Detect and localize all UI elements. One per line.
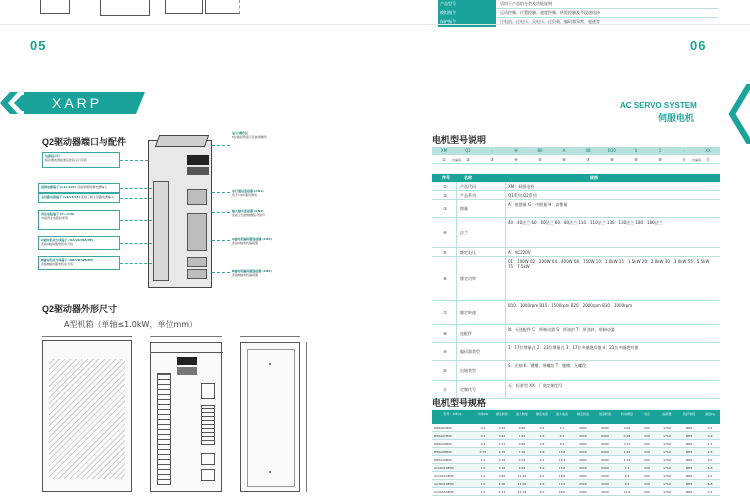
callout-cn1: [230, 188, 302, 200]
model-table-row: [432, 343, 720, 361]
spec-cell: 3.18: [498, 458, 506, 462]
row-spec: 无：标准型 XX：厂商定制型号: [508, 383, 563, 388]
spec-cell: 1.0: [480, 466, 486, 470]
section-title-ports: Q2驱动器端口与配件: [42, 137, 127, 147]
spec-cell: IP65: [685, 482, 693, 486]
spec-cell: 0.75: [479, 450, 487, 454]
spec-model-cell: H60A04B30: [434, 442, 452, 446]
spec-cell: 1.0: [480, 482, 486, 486]
model-code-cell: 08: [585, 148, 591, 153]
spec-model-cell: A130A15B30: [434, 490, 454, 494]
leader-line: [212, 272, 230, 273]
spec-cell: 1.29: [623, 450, 631, 454]
spec-cell: 220: [644, 450, 650, 454]
model-code-cell: H: [514, 148, 518, 153]
model-table-row: [432, 325, 720, 343]
row-name: 产品代码: [460, 183, 476, 189]
model-index-cell: ⑪: [682, 157, 686, 162]
model-index-cell: ④: [514, 157, 518, 162]
row-no: ⑨: [443, 349, 447, 354]
callout-text: 5位数码管显示及按键操作: [232, 135, 267, 139]
leader-line: [212, 145, 230, 146]
spec-cell: 0.64: [498, 434, 506, 438]
model-code-cell: A: [562, 148, 566, 153]
spec-cell: 18.6: [558, 474, 566, 478]
model-table-row: [432, 200, 720, 218]
callout-a-axis-power: [38, 236, 120, 250]
spec-model-cell: A110A10B30: [434, 466, 454, 470]
callout-title: 控制电源端子 (L1C/L2C): [41, 185, 77, 189]
spec-header-cell: 最大转矩: [515, 412, 528, 416]
callout-display-panel: [230, 130, 302, 154]
row-name: 额定功率: [460, 276, 476, 281]
model-index-cell: ⑥: [562, 157, 566, 162]
row-name: 额定电压: [460, 249, 476, 255]
spec-cell: 9.54: [518, 466, 526, 470]
spec-header-cell: 转动惯量: [620, 412, 633, 416]
spec-header-cell: 防护等级: [682, 412, 695, 416]
row-text: 过电流、过电压、欠电压、过负载、编码器异常、超速等: [500, 19, 600, 24]
row-name: 产品系列: [460, 192, 476, 198]
row-spec: 1：17位增量式 2：23位增量式 3：17位多圈绝对值 4：23位多圈绝对值: [508, 345, 639, 350]
spec-model-cell: A110A12B30: [434, 474, 454, 478]
spec-cell: 4.5: [559, 434, 565, 438]
spec-cell: 17bit: [663, 442, 671, 446]
row-label: 模拟指令: [440, 10, 456, 15]
callout-title: 主回路电源端子 (L1/L2/L3): [41, 195, 80, 199]
leader-line: [120, 243, 152, 244]
banner-cn: 伺服电机: [658, 113, 695, 123]
drive-top-view: [240, 342, 300, 492]
spec-cell: 220: [644, 490, 650, 494]
spec-cell: 3000: [579, 466, 587, 470]
row-no: ①: [443, 183, 447, 189]
spec-cell: 1.5: [480, 490, 486, 494]
spec-cell: 12.00: [517, 482, 527, 486]
spec-cell: 6000: [601, 450, 609, 454]
spec-cell: 1.73: [623, 458, 631, 462]
spec-cell: 13.8: [558, 450, 566, 454]
spec-cell: 0.5: [707, 426, 713, 430]
page-number-06: 06: [690, 38, 707, 53]
spec-model-cell: H80A08B30: [434, 450, 452, 454]
model-index-label: 自编码: [692, 158, 702, 162]
model-table-row: [432, 191, 720, 200]
spec-cell: 17bit: [663, 434, 671, 438]
spec-header-cell: 编码器: [662, 412, 672, 416]
spec-header-cell: 型号：XMQ1-: [443, 412, 463, 416]
spec-cell: 1.0: [480, 458, 486, 462]
spec-cell: 1.27: [498, 442, 506, 446]
spec-cell: 220: [644, 442, 650, 446]
spec-cell: 17.19: [517, 490, 527, 494]
leader-line: [212, 212, 230, 213]
callout-text: 外接再生电阻时使用: [41, 216, 69, 220]
leader-line: [120, 198, 152, 199]
dimension-line: [240, 336, 300, 337]
callout-text: 驱动器电源接通后此指示灯亮起: [45, 158, 88, 162]
leader-line: [212, 192, 230, 193]
model-code-cell: 1: [658, 148, 662, 153]
spec-cell: 5.73: [498, 490, 506, 494]
callout-title: 输入输出连接器 (CN2): [232, 209, 264, 213]
row-no: ⑩: [443, 368, 447, 373]
model-index-label: 自编码: [452, 158, 462, 162]
row-name: 惯量: [460, 206, 468, 211]
spec-cell: 3000: [579, 450, 587, 454]
spec-cell: 0.37: [623, 442, 631, 446]
spec-cell: 220: [644, 474, 650, 478]
spec-cell: 7.9: [707, 490, 713, 494]
callout-text: 连接A轴伺服电机动力线: [41, 242, 74, 246]
callout-main-power: [38, 193, 120, 203]
model-code-cell: S: [634, 148, 638, 153]
spec-cell: 0.2: [480, 434, 486, 438]
spec-cell: IP65: [685, 434, 693, 438]
spec-cell: 2500: [579, 482, 587, 486]
row-name: 法兰: [460, 230, 468, 235]
spec-header-cell: 最大电流: [555, 412, 568, 416]
section-title-spec: 电机型号规格: [432, 398, 487, 408]
header-no: 序号: [442, 175, 450, 180]
spec-cell: 6.1: [539, 458, 545, 462]
spec-cell: 6.8: [707, 482, 713, 486]
callout-text: 连接单相控制电源输入: [77, 185, 108, 189]
row-text: 适用于产品的分类及功能说明: [500, 1, 552, 6]
spec-cell: 3000: [579, 458, 587, 462]
dimension-line: [42, 336, 132, 337]
spec-cell: 18.3: [558, 458, 566, 462]
dimension-line: [150, 336, 222, 337]
brand-banner: [0, 92, 145, 114]
leader-line: [120, 263, 152, 264]
dimension-line: [306, 342, 307, 492]
model-index-cell: ⑨: [634, 157, 638, 162]
spec-cell: 3000: [579, 474, 587, 478]
spec-header-cell: 额定电流: [535, 412, 548, 416]
spec-header-cell: 额定转速: [576, 412, 589, 416]
spec-cell: 2.5: [707, 450, 713, 454]
leader-line: [120, 160, 148, 161]
leader-line: [120, 188, 152, 189]
spec-cell: 1.5: [539, 434, 545, 438]
spec-cell: 5000: [601, 474, 609, 478]
callout-regen-resistor: [38, 210, 120, 230]
spec-cell: 2.8: [539, 442, 545, 446]
spec-cell: 3.0: [707, 458, 713, 462]
callout-text: 连接A轴电机编码器: [232, 241, 259, 245]
row-spec: S：光轴 K：键槽、带螺纹 T：键槽、无螺纹: [508, 363, 587, 368]
spec-cell: 8.4: [624, 474, 630, 478]
spec-cell: 3.82: [498, 474, 506, 478]
callout-title: A轴电机编码器连接器 (CN3): [232, 237, 272, 241]
spec-cell: 3.82: [518, 442, 526, 446]
model-code-cell: XX: [705, 148, 711, 153]
model-index-cell: ⑫: [706, 157, 710, 162]
callout-text: 连接B轴伺服电机动力线: [41, 262, 74, 266]
spec-cell: 0.95: [518, 426, 526, 430]
spec-header-cell: 功率kW: [477, 412, 489, 416]
callout-title: 串行通信连接器 (CN1): [232, 189, 264, 193]
spec-header-cell: 最高转速: [598, 412, 611, 416]
spec-cell: 17bit: [663, 466, 671, 470]
spec-cell: 0.04: [623, 426, 631, 430]
drive-front-outline: [150, 342, 222, 492]
header-name: 名称: [464, 175, 472, 180]
callout-control-power: [38, 183, 120, 193]
spec-cell: 1.2: [480, 474, 486, 478]
spec-model-cell: H80A10B30: [434, 458, 452, 462]
spec-cell: 6.2: [539, 474, 545, 478]
model-table-row: [432, 257, 720, 301]
section-title-dimensions: Q2驱动器外形尺寸: [42, 304, 118, 314]
callout-text: 用于与PC通讯调试: [232, 193, 257, 197]
spec-model-cell: A130A10B30: [434, 482, 454, 486]
model-code-cell: B30: [608, 148, 616, 153]
spec-cell: 5.8: [707, 466, 713, 470]
spec-cell: 3000: [579, 426, 587, 430]
spec-model-cell: H60A02B30: [434, 434, 452, 438]
spec-cell: 17bit: [663, 458, 671, 462]
spec-header-cell: 电压: [643, 412, 650, 416]
model-table-row: [432, 182, 720, 191]
model-table-row: [432, 301, 720, 325]
spec-cell: 4.00: [498, 482, 506, 486]
model-code-cell: Q1: [465, 148, 471, 153]
model-code-cell: -: [491, 148, 493, 153]
callout-title: A轴电机动力线端子 (UA/VA/WA/PE): [41, 238, 94, 242]
spec-cell: 6000: [601, 434, 609, 438]
spec-cell: 17bit: [663, 450, 671, 454]
spec-cell: 0.1: [480, 426, 486, 430]
spec-cell: 8.4: [559, 442, 565, 446]
model-index-cell: ①: [442, 157, 446, 162]
callout-b-axis-power: [38, 256, 120, 270]
row-label: 保护指令: [440, 19, 456, 24]
model-table-header: [432, 174, 720, 182]
model-table-row: [432, 218, 720, 248]
spec-cell: 13.5: [558, 482, 566, 486]
spec-cell: 220: [644, 466, 650, 470]
model-table-row: [432, 361, 720, 381]
spec-cell: IP65: [685, 474, 693, 478]
row-spec: 01：100W 02：200W 04：400W 08：750W 10：1.0kW 15：1.5kW 20：2.0kW 30：3.0kW 55：5.5kW 75：7.5kW: [508, 259, 710, 269]
spec-cell: 220: [644, 434, 650, 438]
row-spec: 40：40法兰 60：60法兰 80：80法兰 110：110法兰 130：130法兰 180：180法兰: [508, 220, 663, 225]
callout-title: 再生电阻端子 (P+/C/N): [41, 212, 75, 216]
spec-cell: 2.7: [559, 426, 565, 430]
spec-cell: 17bit: [663, 426, 671, 430]
row-label: 产品型号: [440, 1, 456, 6]
row-name: 额定转速: [460, 310, 476, 315]
callout-cn3: [230, 236, 302, 248]
row-spec: A：AC220V: [508, 250, 531, 255]
row-text: 运动控制、位置控制、速度控制、转矩控制及多段速选择: [500, 10, 600, 15]
spec-cell: 8.5: [624, 482, 630, 486]
drive-side-view: [42, 340, 132, 492]
spec-cell: 0.32: [498, 426, 506, 430]
spec-cell: 4.6: [539, 450, 545, 454]
spec-cell: 220: [644, 482, 650, 486]
leader-line: [120, 220, 152, 221]
spec-cell: 1.91: [518, 434, 526, 438]
row-no: ④: [443, 230, 447, 235]
spec-cell: 6.0: [539, 490, 545, 494]
row-name: 选配件: [460, 331, 472, 336]
model-index-cell: ⑧: [610, 157, 614, 162]
spec-cell: 2500: [579, 490, 587, 494]
spec-cell: 6.2: [707, 474, 713, 478]
row-name: 定制代号: [460, 387, 476, 392]
spec-cell: IP65: [685, 458, 693, 462]
spec-cell: 0.9: [707, 434, 713, 438]
spec-cell: 17bit: [663, 490, 671, 494]
model-index-cell: ⑩: [658, 157, 662, 162]
table-divider: [505, 182, 506, 399]
spec-cell: 220: [644, 458, 650, 462]
callout-cn2: [230, 208, 302, 220]
spec-cell: 15.6: [558, 466, 566, 470]
model-index-cell: ③: [490, 157, 494, 162]
model-code-cell: 80: [537, 148, 543, 153]
spec-cell: IP65: [685, 490, 693, 494]
dimension-subtitle: A型机箱（单轴≤1.0kW，单位mm）: [64, 320, 198, 329]
spec-cell: 17bit: [663, 474, 671, 478]
spec-cell: 3.18: [498, 466, 506, 470]
spec-cell: 11.46: [517, 474, 527, 478]
banner-en: AC SERVO SYSTEM: [620, 101, 697, 110]
model-index-cell: ⑤: [538, 157, 542, 162]
callout-text: 连接三相主回路电源输入: [80, 195, 114, 199]
table-divider: [456, 182, 457, 399]
model-table-row: [432, 248, 720, 257]
row-spec: Q1系列 Q2系列: [508, 193, 537, 198]
spec-cell: 220: [644, 426, 650, 430]
spec-cell: 2.39: [498, 450, 506, 454]
spec-cell: 6000: [601, 442, 609, 446]
spec-cell: 6000: [601, 458, 609, 462]
spec-cell: 5000: [601, 466, 609, 470]
callout-title: 电源指示灯: [45, 154, 61, 158]
spec-cell: 3000: [601, 490, 609, 494]
page-number-05: 05: [30, 38, 47, 53]
spec-cell: 1.3: [707, 442, 713, 446]
brand-logo: XARP: [52, 95, 103, 111]
spec-header-cell: 额定转矩: [495, 412, 508, 416]
row-name: 编码器类型: [460, 349, 480, 354]
spec-cell: IP65: [685, 426, 693, 430]
top-right-rule: [375, 24, 750, 25]
spec-cell: 18.0: [558, 490, 566, 494]
spec-cell: 3000: [601, 482, 609, 486]
row-no: ⑪: [443, 387, 447, 392]
spec-cell: 12.6: [623, 490, 631, 494]
top-left-rule: [0, 24, 375, 25]
row-spec: A：低惯量 G：中惯量 H：高惯量: [508, 202, 568, 207]
spec-cell: 7.16: [518, 450, 526, 454]
callout-title: B轴电机动力线端子 (UB/VB/WB/PE): [41, 258, 94, 262]
spec-cell: IP65: [685, 442, 693, 446]
model-code-cell: -: [683, 148, 685, 153]
spec-cell: 0.4: [480, 442, 486, 446]
spec-header-cell: 重量kg: [705, 412, 715, 416]
row-spec: N：无选配件 C：带制动器 S：带油封 T：带油封、带制动器: [508, 327, 615, 332]
callout-title: 显示/操作区: [232, 131, 249, 135]
spec-cell: 7.2: [624, 466, 630, 470]
row-no: ⑦: [443, 310, 447, 315]
row-spec: B10：1000rpm B15：1500rpm B20：2000rpm B30：3000rpm: [508, 303, 633, 308]
row-name: 出轴类型: [460, 368, 476, 373]
callout-cn4: [230, 268, 302, 280]
spec-cell: 3000: [579, 442, 587, 446]
drive-front-view: [148, 140, 212, 288]
spec-cell: 0.9: [539, 426, 545, 430]
spec-cell: 4.5: [539, 482, 545, 486]
spec-cell: 3000: [579, 434, 587, 438]
spec-cell: IP65: [685, 466, 693, 470]
row-no: ③: [443, 206, 447, 211]
row-no: ⑥: [443, 276, 447, 281]
spec-cell: 6000: [601, 426, 609, 430]
row-no: ⑧: [443, 331, 447, 336]
model-index-cell: ②: [466, 157, 470, 162]
spec-cell: 5.2: [539, 466, 545, 470]
row-no: ②: [443, 192, 447, 198]
model-code-cell: XM: [440, 148, 448, 153]
section-title-model: 电机型号说明: [432, 135, 487, 145]
top-right-table: [438, 0, 718, 27]
callout-text: 连接上位控制器指令信号: [232, 213, 266, 217]
spec-cell: 17bit: [663, 482, 671, 486]
spec-model-cell: H60A01B30: [434, 426, 452, 430]
spec-cell: 9.54: [518, 458, 526, 462]
chevron-left-icon: [728, 84, 750, 144]
spec-cell: IP65: [685, 450, 693, 454]
model-index-cell: ⑦: [586, 157, 590, 162]
top-left-drawing-fragment: [40, 0, 240, 22]
header-spec: 规格: [590, 175, 598, 180]
callout-text: 连接B轴电机编码器: [232, 273, 259, 277]
row-no: ⑤: [443, 249, 447, 255]
leader-line: [212, 240, 230, 241]
callout-title: B轴电机编码器连接器 (CN4): [232, 269, 272, 273]
spec-cell: 0.18: [623, 434, 631, 438]
callout-power-led: [42, 152, 120, 168]
row-spec: XM：伺服电机: [508, 184, 535, 189]
